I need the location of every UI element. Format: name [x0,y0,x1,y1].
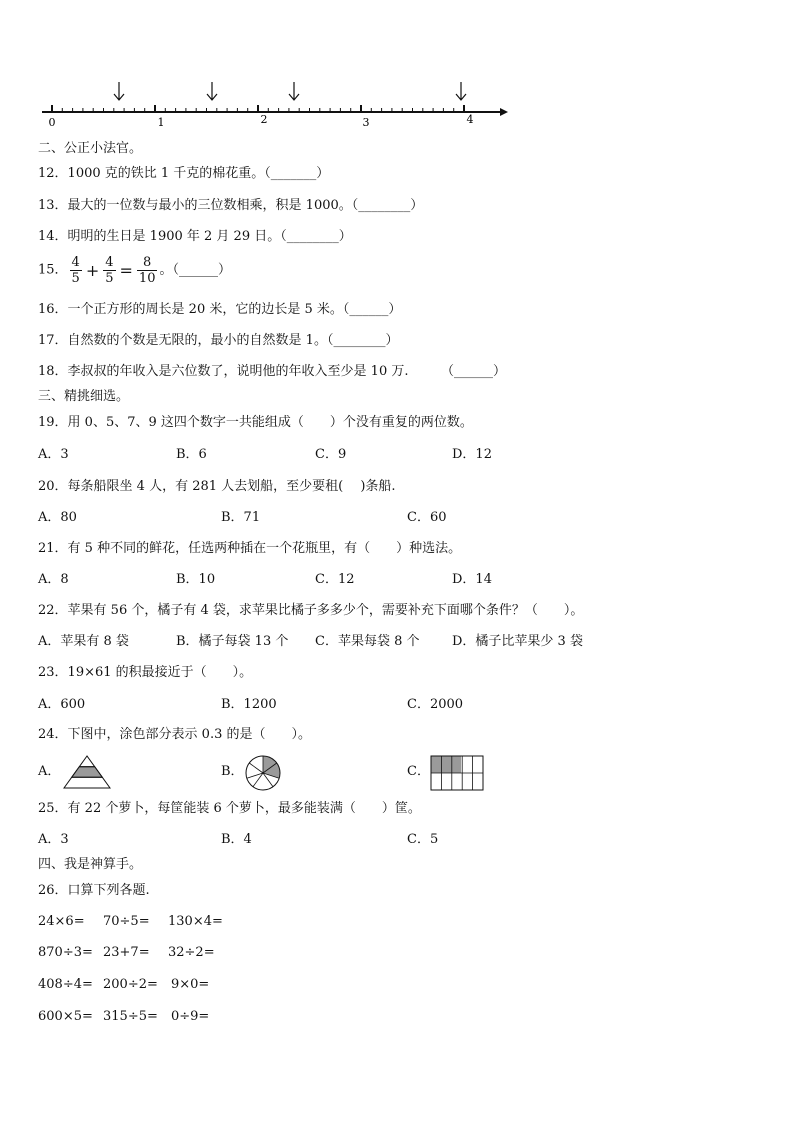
q19-option-c: C．9 [315,447,347,462]
q22-option-a: A．苹果有 8 袋 [38,634,129,649]
calc-item: 23+7= [103,945,150,960]
question-19: 19．用 0、5、7、9 这四个数字一共能组成（ ）个没有重复的两位数。 [38,415,473,430]
frac-denominator: 5 [105,271,114,286]
q24-option-c: C． [407,764,430,779]
question-16: 16．一个正方形的周长是 20 米，它的边长是 5 米。（______） [38,302,402,317]
question-24: 24．下图中，涂色部分表示 0.3 的是（ ）。 [38,727,311,742]
section-heading-calc: 四、我是神算手。 [38,857,143,872]
calc-item: 0÷9= [171,1009,210,1024]
calc-item: 32÷2= [168,945,215,960]
calc-item: 130×4= [168,914,223,929]
calc-item: 870÷3= [38,945,93,960]
down-arrow-icon [114,82,124,100]
q24-option-b: B． [221,764,244,779]
q19-option-b: B．6 [176,447,207,462]
frac-numerator: 8 [137,255,158,271]
question-17: 17．自然数的个数是无限的，最小的自然数是 1。（________） [38,333,399,348]
equals-sign: = [119,260,133,280]
q21-option-a: A．8 [38,572,69,587]
frac-denominator: 5 [71,271,80,286]
q25-option-c: C．5 [407,832,439,847]
q19-option-a: A．3 [38,447,69,462]
fraction-8-10 [137,255,158,286]
tick-label-4: 4 [466,113,474,126]
frac-denominator: 10 [138,271,156,286]
question-14: 14．明明的生日是 1900 年 2 月 29 日。（________） [38,229,352,244]
question-21: 21．有 5 种不同的鲜花，任选两种插在一个花瓶里，有（ ）种选法。 [38,541,462,556]
calc-item: 600×5= [38,1009,93,1024]
plus-sign: + [85,260,100,280]
calc-item: 70÷5= [103,914,150,929]
q21-option-c: C．12 [315,572,355,587]
calc-item: 24×6= [38,914,85,929]
section-heading-judge: 二、公正小法官。 [38,141,143,156]
fraction-4-5-b [103,255,115,286]
calc-item: 315÷5= [103,1009,158,1024]
tick-label-2: 2 [260,113,268,126]
q22-option-d: D．橘子比苹果少 3 袋 [452,634,583,649]
q15-answer-blank: 。（______） [159,262,231,278]
circle-figure [244,755,282,791]
q25-option-b: B．4 [221,832,252,847]
down-arrow-icon [207,82,217,100]
q20-option-b: B．71 [221,510,261,525]
q20-option-a: A．80 [38,510,77,525]
question-26: 26．口算下列各题. [38,883,150,898]
q15-number: 15． [38,262,68,278]
down-arrow-icon [289,82,299,100]
fraction-4-5-a [70,255,82,286]
grid-figure [430,755,484,791]
tick-label-3: 3 [362,116,370,128]
q19-option-d: D．12 [452,447,492,462]
frac-numerator: 4 [105,255,114,270]
frac-numerator: 4 [71,255,80,270]
tick-label-1: 1 [157,116,165,128]
calc-item: 200÷2= [103,977,158,992]
question-20: 20．每条船限坐 4 人，有 281 人去划船，至少要租( )条船. [38,479,396,494]
q23-option-b: B．1200 [221,697,277,712]
triangle-figure [62,754,112,790]
q22-option-b: B．橘子每袋 13 个 [176,634,289,649]
question-25: 25．有 22 个萝卜，每筐能装 6 个萝卜，最多能装满（ ）筐。 [38,801,421,816]
q22-option-c: C．苹果每袋 8 个 [315,634,420,649]
down-arrow-icon [456,82,466,100]
q23-option-a: A．600 [38,697,86,712]
question-22: 22．苹果有 56 个，橘子有 4 袋，求苹果比橘子多多少个，需要补充下面哪个条件？（ ）。 [38,603,584,618]
question-18: 18．李叔叔的年收入是六位数了，说明他的年收入至少是 10 万. （______） [38,364,506,379]
question-15 [38,255,231,286]
calc-item: 408÷4= [38,977,93,992]
q25-option-a: A．3 [38,832,69,847]
q23-option-c: C．2000 [407,697,464,712]
question-13: 13．最大的一位数与最小的三位数相乘，积是 1000。（________） [38,198,424,213]
q21-option-d: D．14 [452,572,492,587]
question-23: 23．19×61 的积最接近于（ ）。 [38,665,253,680]
section-heading-choice: 三、精挑细选。 [38,389,130,404]
question-12: 12．1000 克的铁比 1 千克的棉花重。（_______） [38,166,330,181]
q20-option-c: C．60 [407,510,447,525]
tick-label-0: 0 [48,116,56,128]
number-line [38,78,508,128]
q21-option-b: B．10 [176,572,216,587]
calc-item: 9×0= [171,977,210,992]
q24-option-a: A． [38,764,61,779]
